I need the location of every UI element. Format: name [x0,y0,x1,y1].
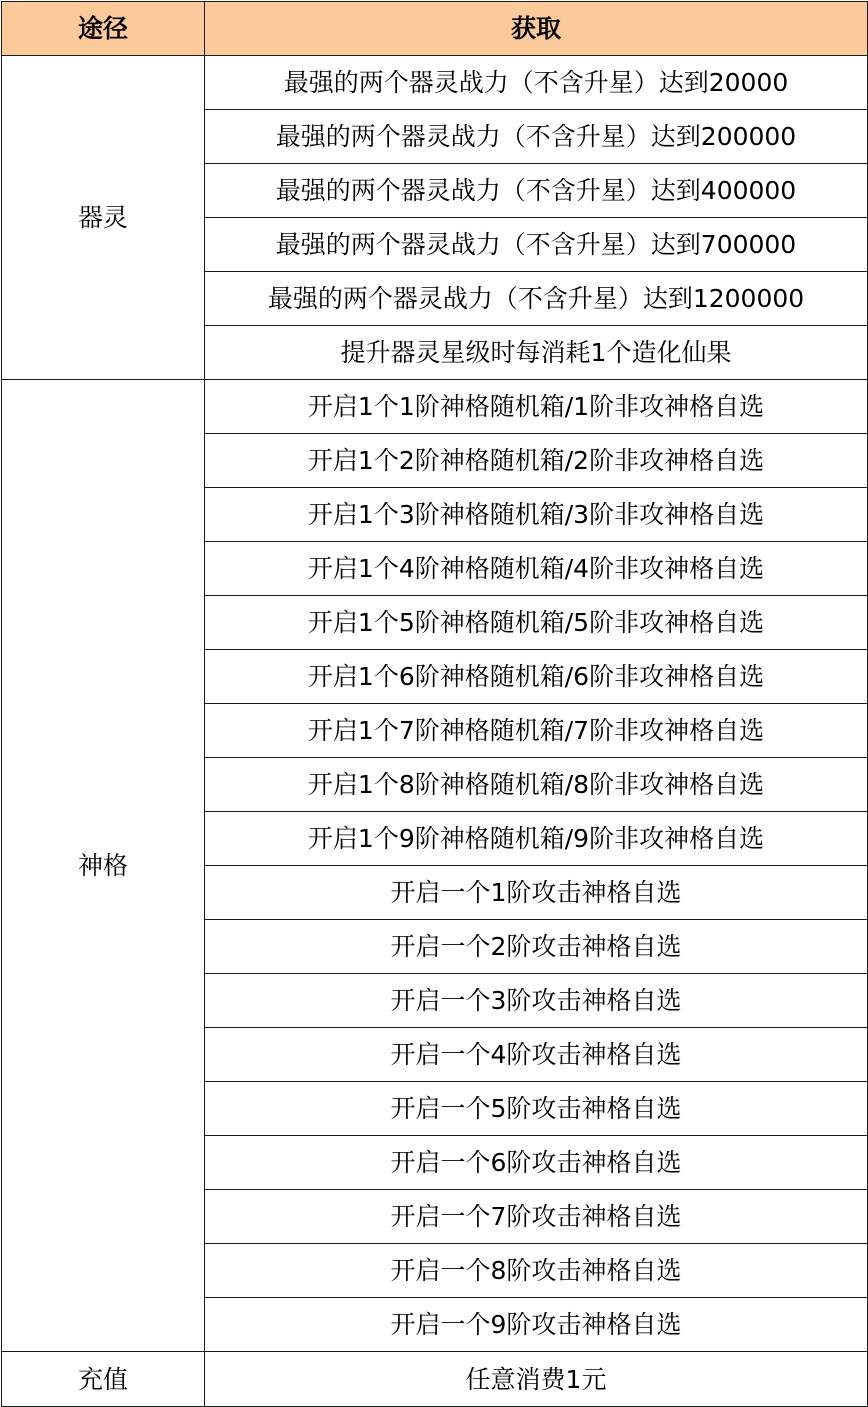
acquisition-cell: 开启一个1阶攻击神格自选 [205,866,868,920]
acquisition-table [1,1,868,1407]
acquisition-cell: 开启1个8阶神格随机箱/8阶非攻神格自选 [205,758,868,812]
acquisition-cell: 开启1个5阶神格随机箱/5阶非攻神格自选 [205,596,868,650]
acquisition-cell: 开启1个9阶神格随机箱/9阶非攻神格自选 [205,812,868,866]
acquisition-cell: 开启一个7阶攻击神格自选 [205,1190,868,1244]
acquisition-cell: 开启一个9阶攻击神格自选 [205,1298,868,1352]
acquisition-cell: 最强的两个器灵战力（不含升星）达到400000 [205,164,868,218]
acquisition-cell: 开启一个2阶攻击神格自选 [205,920,868,974]
category-cell: 神格 [2,380,205,1352]
table-row [2,380,868,434]
acquisition-cell: 开启1个2阶神格随机箱/2阶非攻神格自选 [205,434,868,488]
acquisition-cell: 任意消费1元 [205,1352,868,1407]
acquisition-cell: 开启一个6阶攻击神格自选 [205,1136,868,1190]
header-row [2,2,868,56]
acquisition-cell: 开启一个8阶攻击神格自选 [205,1244,868,1298]
table-row [2,56,868,110]
table-body [2,56,868,1407]
acquisition-cell: 开启一个5阶攻击神格自选 [205,1082,868,1136]
acquisition-cell: 开启1个7阶神格随机箱/7阶非攻神格自选 [205,704,868,758]
acquisition-cell: 开启1个1阶神格随机箱/1阶非攻神格自选 [205,380,868,434]
acquisition-cell: 提升器灵星级时每消耗1个造化仙果 [205,326,868,380]
table-row [2,1352,868,1407]
acquisition-cell: 开启一个3阶攻击神格自选 [205,974,868,1028]
acquisition-cell: 最强的两个器灵战力（不含升星）达到1200000 [205,272,868,326]
acquisition-cell: 开启1个3阶神格随机箱/3阶非攻神格自选 [205,488,868,542]
category-cell: 充值 [2,1352,205,1407]
acquisition-cell: 开启1个6阶神格随机箱/6阶非攻神格自选 [205,650,868,704]
acquisition-cell: 最强的两个器灵战力（不含升星）达到20000 [205,56,868,110]
acquisition-cell: 最强的两个器灵战力（不含升星）达到200000 [205,110,868,164]
acquisition-cell: 开启1个4阶神格随机箱/4阶非攻神格自选 [205,542,868,596]
header-route: 途径 [2,2,205,56]
category-cell: 器灵 [2,56,205,380]
header-acquire: 获取 [205,2,868,56]
acquisition-cell: 开启一个4阶攻击神格自选 [205,1028,868,1082]
acquisition-cell: 最强的两个器灵战力（不含升星）达到700000 [205,218,868,272]
